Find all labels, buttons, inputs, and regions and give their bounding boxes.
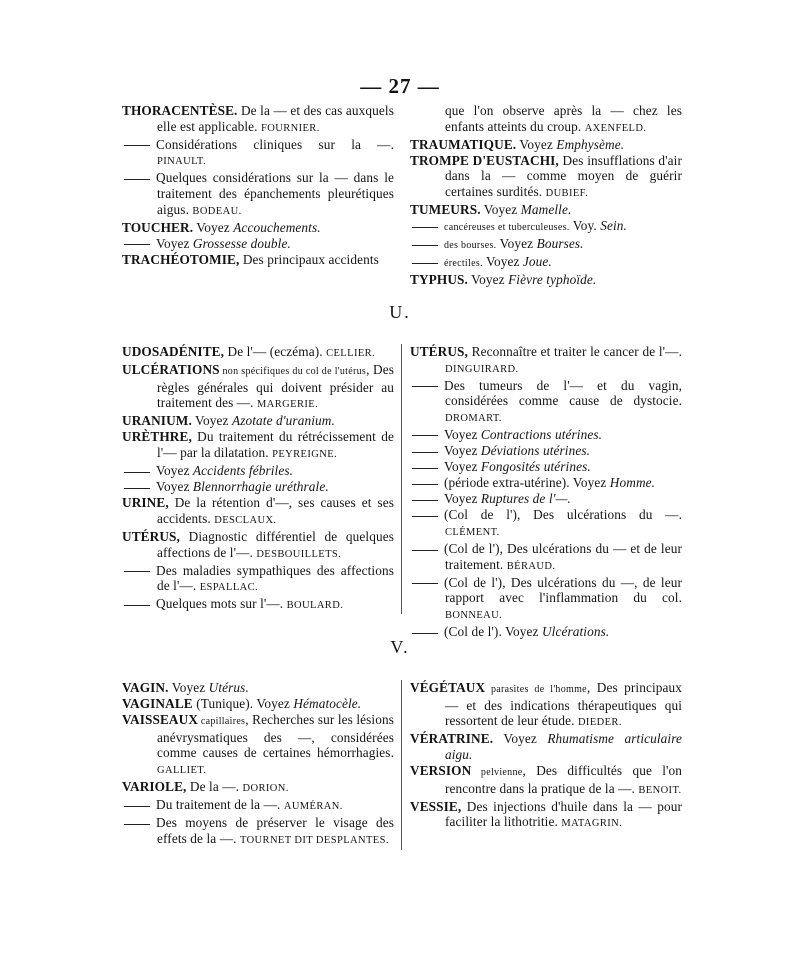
ditto-dash: [412, 484, 438, 485]
entry-author: PEYREIGNE.: [272, 449, 338, 461]
entry-cross-reference: Azotate d'uranium.: [231, 413, 335, 429]
entry-cross-reference: Joue.: [522, 254, 552, 270]
index-entry: [410, 103, 682, 136]
entry-author: DESBOUILLETS.: [256, 548, 342, 560]
index-entry: [410, 731, 682, 762]
entry-text: Quelques considérations sur la — dans le traitement des épanchements pleurétiques aigus.: [156, 170, 394, 217]
index-entry: [410, 153, 682, 202]
entry-author: DROMART.: [445, 412, 502, 424]
entry-cross-reference: Ruptures de l'—.: [480, 491, 571, 507]
entry-author: TOURNET DIT DESPLANTES.: [239, 834, 389, 846]
index-entry: [122, 344, 394, 362]
entry-text: Du traitement du rétrécissement de l'— par la dilatation.: [157, 429, 394, 461]
ditto-dash: [412, 452, 438, 453]
entry-headword: URÈTHRE,: [122, 429, 192, 445]
entry-qualifier: érectiles.: [444, 258, 483, 270]
entry-qualifier: des bourses.: [444, 240, 497, 252]
entry-headword: TOUCHER.: [122, 219, 194, 235]
entry-headword: VARIOLE,: [122, 779, 187, 795]
entry-author: CLÉMENT.: [445, 527, 500, 539]
index-entry: [122, 779, 394, 797]
entry-text: Voyez: [156, 479, 193, 495]
section-letter-v: V.: [390, 637, 410, 657]
index-entry: [410, 575, 682, 624]
entry-text: Voyez: [168, 680, 209, 695]
entry-text: que l'on observe après la — chez les enfants atteints du croup.: [445, 103, 682, 134]
entry-author: FOURNIER.: [261, 122, 320, 134]
entry-cross-reference: Homme.: [609, 475, 656, 491]
entry-text: (Col de l'), Des ulcérations du —.: [444, 507, 682, 523]
entry-text: , Des règles générales qui doivent présider au traitement des —.: [157, 362, 395, 411]
entry-headword: VERSION: [410, 762, 472, 778]
entry-text: Des tumeurs de l'— et du vagin, considérées comme cause de dystocie.: [444, 377, 682, 409]
section-t-right-column: [410, 103, 682, 289]
entry-text: Voyez: [444, 443, 481, 459]
ditto-dash: [124, 806, 150, 807]
entry-author: AUMÉRAN.: [283, 801, 343, 813]
entry-text: Voyez: [156, 235, 193, 251]
entry-headword: VAISSEAUX: [122, 712, 199, 728]
entry-cross-reference: Contractions utérines.: [480, 426, 603, 442]
index-entry: [410, 763, 682, 798]
entry-author: DESCLAUX.: [214, 514, 277, 526]
entry-text: Voy.: [569, 218, 601, 234]
entry-cross-reference: Hématocèle.: [293, 696, 362, 712]
entry-headword: TYPHUS.: [410, 272, 468, 288]
index-entry: [122, 137, 394, 170]
entry-text: Voyez: [482, 254, 523, 270]
index-entry: [410, 272, 682, 288]
section-t-left-column: [122, 103, 394, 268]
entry-headword: ULCÉRATIONS: [122, 362, 220, 378]
entry-headword: VESSIE,: [410, 798, 462, 814]
entry-text: (Tunique). Voyez: [192, 696, 294, 712]
entry-headword: UDOSADÉNITE,: [122, 344, 225, 359]
index-entry: [410, 459, 682, 475]
ditto-dash: [412, 500, 438, 501]
ditto-dash: [124, 605, 150, 606]
entry-text: , Des difficultés que l'on rencontre dans la pratique de la —.: [445, 762, 683, 796]
index-entry: [122, 463, 394, 479]
index-entry: [122, 680, 394, 696]
entry-qualifier: parasites de l'homme: [485, 684, 587, 695]
entry-text: Voyez: [193, 219, 234, 235]
entry-cross-reference: Déviations utérines.: [480, 443, 591, 459]
ditto-dash: [412, 227, 438, 228]
entry-cross-reference: Accouchements.: [233, 219, 321, 235]
index-entry: [122, 696, 394, 712]
index-entry: [122, 815, 394, 848]
entry-text: Voyez: [444, 459, 481, 475]
entry-author: MARGERIE.: [257, 399, 319, 411]
index-entry: [410, 202, 682, 218]
ditto-dash: [412, 550, 438, 551]
entry-text: , Recherches sur les lésions anévrysmatiques des —, considérées comme causes de certaines hémorrhagies.: [157, 712, 394, 761]
entry-headword: UTÉRUS,: [410, 344, 468, 359]
ditto-dash: [412, 516, 438, 517]
index-entry: [410, 443, 682, 459]
entry-headword: TRACHÉOTOMIE,: [122, 251, 240, 267]
entry-text: Reconnaître et traiter le cancer de l'—.: [467, 344, 682, 359]
entry-text: Considérations cliniques sur la —.: [156, 136, 394, 152]
entry-text: Voyez: [444, 491, 481, 507]
entry-cross-reference: Emphysème.: [556, 136, 625, 152]
index-entry: [122, 495, 394, 528]
index-entry: [410, 427, 682, 443]
entry-text: , Des principaux — et des indications thérapeutiques qui ressortent de leur étude.: [445, 680, 682, 729]
ditto-dash: [124, 145, 150, 146]
entry-author: BÉRAUD.: [506, 560, 556, 572]
entry-text: Voyez: [191, 413, 232, 429]
entry-cross-reference: Fièvre typhoïde.: [508, 272, 597, 288]
entry-text: Des insufflations d'air dans la — comme moyen de guérir certaines surdités.: [445, 152, 682, 199]
entry-cross-reference: Ulcérations.: [541, 624, 610, 640]
entry-cross-reference: Blennorrhagie uréthrale.: [192, 479, 329, 495]
entry-cross-reference: Mamelle.: [520, 202, 572, 218]
entry-headword: VÉRATRINE.: [410, 731, 494, 747]
ditto-dash: [124, 571, 150, 572]
index-entry: [122, 596, 394, 614]
entry-headword: TUMEURS.: [410, 202, 481, 218]
ditto-dash: [412, 633, 438, 634]
entry-headword: URINE,: [122, 495, 169, 511]
section-v-right-column: [410, 680, 682, 832]
entry-text: Des moyens de préserver le visage des effets de la —.: [156, 815, 394, 846]
index-entry: [410, 378, 682, 427]
index-entry: [122, 236, 394, 252]
entry-qualifier: capillaires: [198, 716, 246, 728]
entry-cross-reference: Utérus.: [208, 680, 249, 695]
entry-text: De la rétention d'—, ses causes et ses accidents.: [157, 495, 394, 526]
index-entry: [410, 218, 682, 236]
entry-headword: VAGIN.: [122, 680, 169, 695]
section-u-left-column: [122, 344, 394, 615]
entry-cross-reference: Rhumatisme articulaire aigu.: [445, 731, 682, 762]
ditto-dash: [124, 824, 150, 825]
index-entry: [122, 563, 394, 596]
entry-qualifier: pelvienne: [471, 766, 523, 778]
index-entry: [122, 479, 394, 495]
entry-headword: TRAUMATIQUE.: [410, 136, 517, 152]
index-entry: [410, 344, 682, 377]
page-number: — 27 —: [360, 74, 440, 98]
entry-text: (Col de l'), Des ulcérations du —, de leur rapport avec l'inflammation du col.: [444, 574, 682, 606]
index-entry: [122, 429, 394, 462]
entry-author: GALLIET.: [157, 764, 207, 776]
entry-text: Voyez: [156, 463, 193, 479]
ditto-dash: [412, 583, 438, 584]
entry-text: Voyez: [516, 136, 557, 152]
entry-headword: VÉGÉTAUX: [410, 680, 486, 695]
entry-author: PINAULT.: [157, 156, 206, 168]
entry-author: ESPALLAC.: [199, 582, 259, 594]
entry-text: De la — et des cas auxquels elle est applicable.: [157, 103, 394, 134]
index-entry: [122, 362, 394, 413]
entry-cross-reference: Sein.: [600, 218, 627, 234]
ditto-dash: [412, 435, 438, 436]
entry-qualifier: cancéreuses et tuberculeuses.: [444, 222, 570, 234]
index-entry: [122, 252, 394, 268]
entry-text: Voyez: [496, 236, 537, 252]
ditto-dash: [124, 179, 150, 180]
column-divider: [401, 680, 402, 850]
entry-text: (période extra-utérine). Voyez: [444, 475, 610, 491]
entry-author: BODEAU.: [192, 205, 242, 217]
entry-author: BONNEAU.: [445, 610, 503, 621]
section-letter-u: U.: [389, 302, 411, 322]
index-entry: [122, 529, 394, 562]
ditto-dash: [124, 244, 150, 245]
index-entry: [410, 680, 682, 731]
section-v-left-column: [122, 680, 394, 849]
entry-author: DUBIEF.: [545, 187, 589, 199]
index-entry: [410, 491, 682, 507]
index-entry: [410, 799, 682, 832]
ditto-dash: [124, 472, 150, 473]
index-entry: [122, 797, 394, 815]
entry-author: BOULARD.: [286, 600, 344, 612]
index-entry: [122, 220, 394, 236]
entry-author: AXENFELD.: [584, 122, 647, 134]
entry-cross-reference: Fongosités utérines.: [480, 459, 591, 475]
entry-author: DORION.: [242, 783, 289, 795]
entry-text: Voyez: [444, 426, 481, 442]
entry-text: Voyez: [493, 731, 548, 747]
index-entry: [410, 254, 682, 272]
entry-text: De la —.: [186, 779, 243, 795]
index-entry: [122, 170, 394, 219]
entry-text: Des principaux accidents: [239, 251, 379, 267]
index-entry: [122, 712, 394, 778]
ditto-dash: [412, 386, 438, 387]
section-u-right-column: [410, 344, 682, 640]
ditto-dash: [124, 488, 150, 489]
entry-cross-reference: Grossesse double.: [192, 235, 291, 251]
entry-headword: VAGINALE: [122, 696, 193, 712]
index-entry: [122, 413, 394, 429]
ditto-dash: [412, 245, 438, 246]
entry-text: Des injections d'huile dans la — pour faciliter la lithotritie.: [445, 798, 682, 830]
entry-headword: URANIUM.: [122, 413, 192, 429]
index-entry: [122, 103, 394, 136]
index-entry: [410, 475, 682, 491]
entry-text: Du traitement de la —.: [156, 797, 284, 813]
entry-author: DIEDER.: [577, 717, 622, 729]
entry-author: MATAGRIN.: [561, 818, 623, 830]
entry-text: Diagnostic différentiel de quelques affections de l'—.: [157, 529, 394, 560]
index-entry: [410, 137, 682, 153]
column-divider: [401, 344, 402, 614]
entry-headword: UTÉRUS,: [122, 529, 180, 545]
entry-text: Quelques mots sur l'—.: [156, 596, 287, 612]
entry-headword: THORACENTÈSE.: [122, 103, 238, 118]
entry-text: Voyez: [480, 202, 521, 218]
entry-text: (Col de l'). Voyez: [444, 624, 542, 640]
entry-author: BENOIT.: [638, 784, 682, 796]
entry-text: De l'— (eczéma).: [224, 344, 327, 359]
ditto-dash: [412, 263, 438, 264]
index-entry: [410, 507, 682, 540]
entry-headword: TROMPE D'EUSTACHI,: [410, 152, 559, 168]
ditto-dash: [412, 468, 438, 469]
entry-text: Des maladies sympathiques des affections de l'—.: [156, 562, 394, 594]
entry-qualifier: non spécifiques du col de l'utérus: [219, 366, 367, 378]
entry-text: (Col de l'), Des ulcérations du — et de leur traitement.: [444, 541, 682, 572]
entry-cross-reference: Bourses.: [536, 236, 584, 252]
entry-cross-reference: Accidents fébriles.: [192, 463, 294, 479]
entry-author: DINGUIRARD.: [445, 363, 519, 375]
entry-text: Voyez: [467, 272, 509, 288]
entry-author: CELLIER.: [326, 348, 376, 359]
index-entry: [410, 541, 682, 574]
index-entry: [410, 236, 682, 254]
